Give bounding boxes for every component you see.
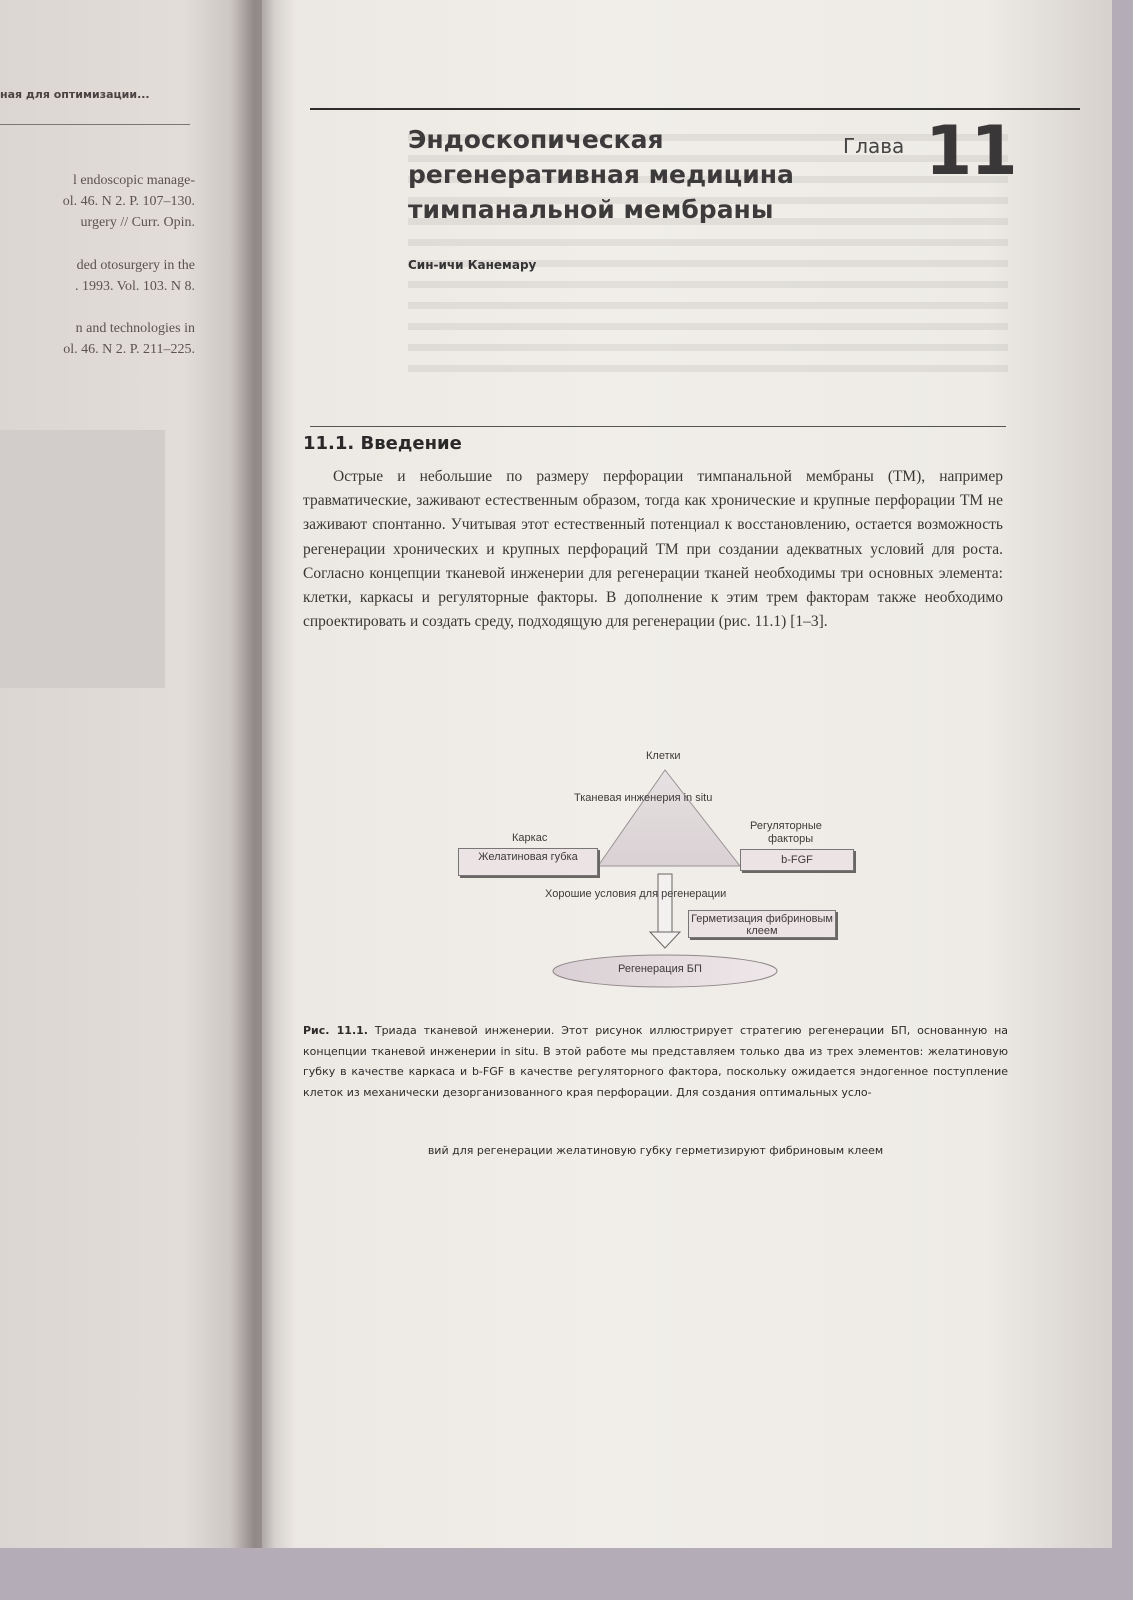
caption-text: Триада тканевой инженерии. Этот рисунок иллюстрирует стратегию регенерации БП, основанную на концепции тканевой инженерии in situ. В этой работе мы представляем только два из трех элементов: желатиновую губку в качестве каркаса и b-FGF в качестве регуляторного фактора, поскольку ожидается эндогенное поступление клеток из механически дезорганизованного края перфорации. Для создания оптимальных усло- <box>303 1024 1009 1099</box>
figure-in-situ-label: Тканевая инженерия in situ <box>574 792 713 804</box>
figure-factors-box: b-FGF <box>740 849 854 871</box>
figure-result-label: Регенерация БП <box>618 963 702 975</box>
arrow-head <box>650 932 680 948</box>
figure-caption <box>303 1021 1008 1103</box>
left-header-rule <box>0 124 190 125</box>
triad-triangle <box>598 770 740 866</box>
chapter-title-line: регенеративная медицина <box>408 160 794 189</box>
body-paragraph <box>303 465 1003 634</box>
body-paragraph-text: Острые и небольшие по размеру перфорации тимпанальной мембраны (ТМ), например травматические, заживают естественным образом, тогда как хронические и крупные перфорации ТМ не заживают спонтанно. Учитывая этот естественный потенциал к восстановлению, остается возможность регенерации хронических и крупных перфораций ТМ при создании адекватных условий для роста. Согласно концепции тканевой инженерии для регенерации тканей необходимы три основных элемента: клетки, каркасы и регуляторные факторы. В дополнение к этим трем факторам также необходимо спроектировать и создать среду, подходящую для регенерации (рис. 11.1) [1–3]. <box>303 468 1003 631</box>
caption-label: Рис. 11.1. <box>303 1024 368 1037</box>
chapter-top-rule <box>310 108 1080 110</box>
left-reference-line: urgery // Curr. Opin. <box>80 215 195 230</box>
left-reference-line: ol. 46. N 2. P. 211–225. <box>63 342 195 357</box>
book-gutter-shadow <box>230 0 275 1548</box>
figure-scaffold-label: Каркас <box>512 832 548 844</box>
left-reference-line: n and technologies in <box>75 321 195 336</box>
section-heading: 11.1. Введение <box>303 433 462 454</box>
left-reference-line: l endoscopic manage- <box>72 173 195 188</box>
arrow-shaft <box>658 874 672 932</box>
figure-scaffold-box: Желатиновая губка <box>458 848 598 876</box>
chapter-label: Глава <box>843 134 905 158</box>
chapter-title <box>408 122 838 227</box>
chapter-title-line: тимпанальной мембраны <box>408 195 774 224</box>
chapter-title-line: Эндоскопическая <box>408 125 664 154</box>
chapter-number: 11 <box>925 112 1016 191</box>
left-reference-line: . 1993. Vol. 103. N 8. <box>74 279 195 294</box>
figure-sealing-box: Герметизация фибриновым клеем <box>688 910 836 938</box>
figure-cells-label: Клетки <box>646 750 681 762</box>
caption-last-line: вий для регенерации желатиновую губку герметизируют фибриновым клеем <box>427 1144 884 1157</box>
left-running-header: ная для оптимизации... <box>0 88 150 101</box>
figure-factors-label-1: Регуляторные <box>750 820 822 832</box>
figure-factors-label-2: факторы <box>768 833 814 845</box>
left-page-shaded-block <box>0 430 165 688</box>
figure-conditions-label: Хорошие условия для регенерации <box>545 888 727 900</box>
left-reference-line: ol. 46. N 2. P. 107–130. <box>62 194 195 209</box>
figure-tissue-engineering-triad <box>450 748 870 988</box>
chapter-author: Син-ичи Канемару <box>408 258 537 272</box>
section-rule <box>310 426 1006 427</box>
left-reference-line: ded otosurgery in the <box>76 258 195 273</box>
left-page <box>0 0 262 1548</box>
